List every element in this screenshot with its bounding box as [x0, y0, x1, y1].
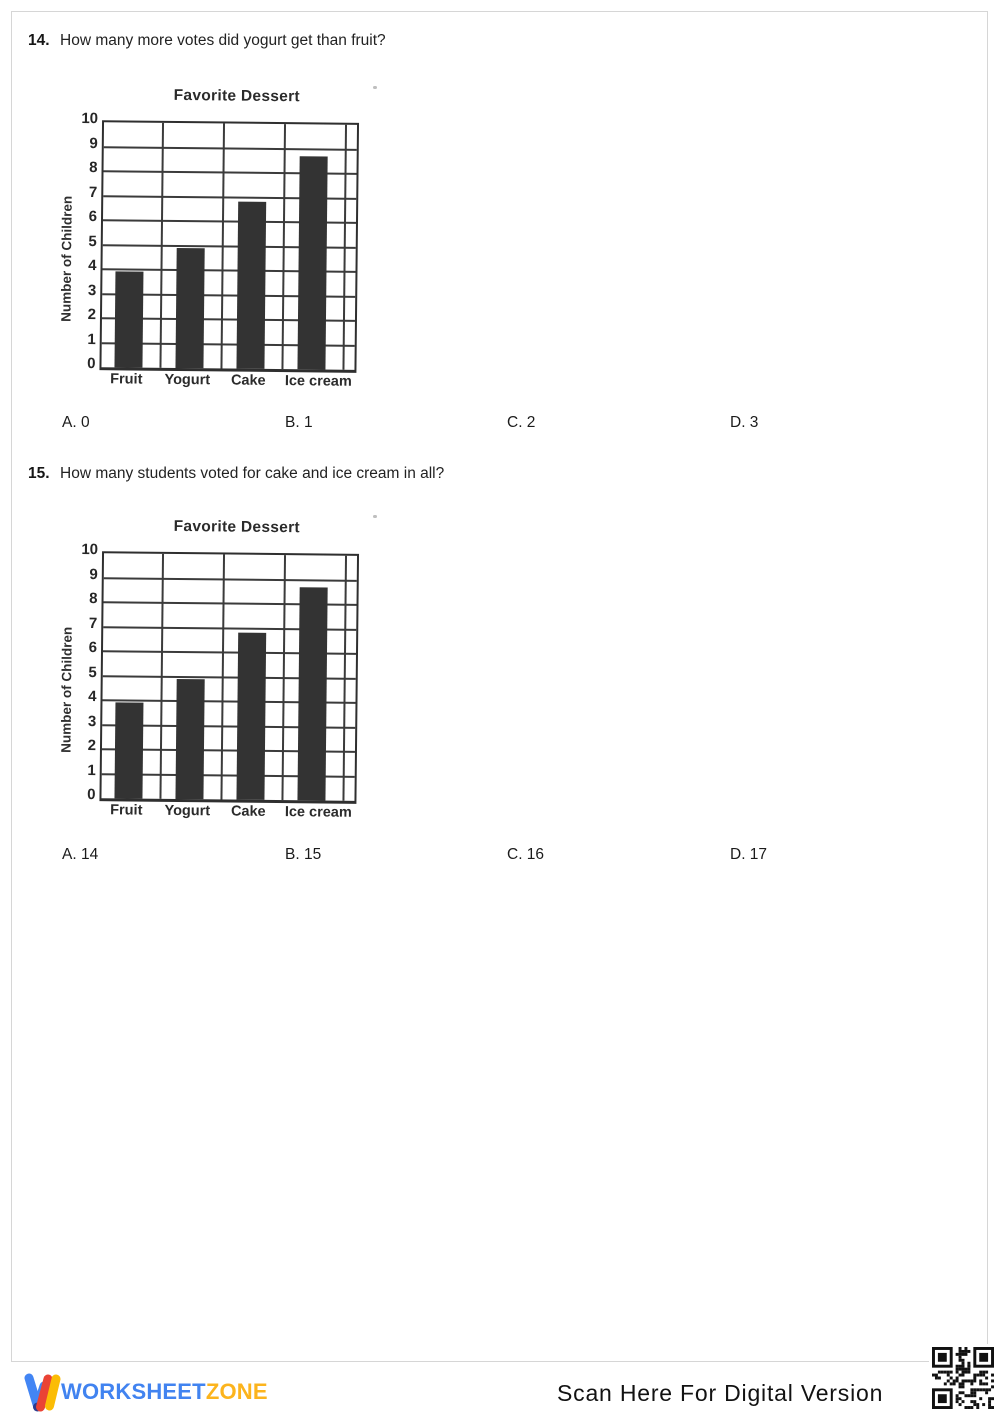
scan-artifact: [373, 86, 377, 89]
y-tick-8: 8: [89, 590, 98, 608]
x-tick-cake: Cake: [230, 803, 266, 820]
scan-artifact: [373, 515, 377, 518]
question-14-text: How many more votes did yogurt get than fruit?: [60, 32, 386, 49]
y-tick-9: 9: [89, 565, 98, 583]
y-tick-7: 7: [88, 614, 98, 632]
y-tick-2: 2: [87, 306, 97, 324]
option-d: D. 3: [730, 414, 759, 431]
bar-ice-cream: [297, 156, 327, 369]
worksheet-zone-logo-icon: [23, 1371, 61, 1413]
qr-code-image: [932, 1347, 994, 1409]
y-tick-1: 1: [87, 330, 96, 348]
y-tick-5: 5: [88, 663, 97, 681]
question-15: [0, 465, 1000, 489]
x-tick-yogurt: Yogurt: [164, 802, 211, 820]
option-c: C. 16: [507, 846, 545, 863]
logo-text-zone: ZONE: [205, 1379, 268, 1404]
bar-fruit: [114, 272, 143, 368]
bar-yogurt: [175, 248, 204, 368]
question-14-options: [0, 414, 1000, 436]
x-tick-yogurt: Yogurt: [164, 371, 211, 389]
y-axis-label: Number of Children: [58, 195, 75, 322]
bar-fruit: [114, 703, 143, 799]
x-tick-ice-cream: Ice cream: [284, 373, 352, 390]
y-tick-2: 2: [87, 737, 97, 755]
option-a: A. 0: [62, 414, 90, 431]
bar-ice-cream: [297, 587, 327, 800]
y-tick-6: 6: [88, 208, 98, 226]
y-tick-9: 9: [89, 134, 98, 152]
option-b: B. 15: [285, 846, 322, 863]
bar-yogurt: [175, 679, 204, 799]
option-d: D. 17: [730, 846, 768, 863]
gridline-y-9: [104, 146, 357, 151]
y-tick-4: 4: [88, 257, 97, 275]
x-tick-ice-cream: Ice cream: [284, 804, 352, 821]
question-14: [0, 32, 1000, 56]
y-tick-4: 4: [88, 688, 97, 706]
y-tick-0: 0: [87, 355, 96, 373]
bar-cake: [236, 633, 266, 800]
x-tick-fruit: Fruit: [110, 371, 143, 388]
x-tick-fruit: Fruit: [110, 802, 143, 819]
chart-title: Favorite Dessert: [173, 517, 301, 537]
question-15-options: [0, 846, 1000, 868]
question-15-number: 15.: [28, 465, 50, 482]
question-14-number: 14.: [28, 32, 50, 49]
y-axis-label: Number of Children: [58, 626, 75, 753]
question-15-text: How many students voted for cake and ice cream in all?: [60, 465, 445, 482]
bar-cake: [236, 202, 266, 369]
logo-text-worksheet: WORKSHEET: [61, 1379, 206, 1404]
y-tick-10: 10: [81, 109, 99, 128]
y-tick-6: 6: [88, 639, 98, 657]
y-tick-8: 8: [89, 159, 98, 177]
option-a: A. 14: [62, 846, 99, 863]
y-tick-5: 5: [88, 232, 97, 250]
worksheet-zone-logo-text: [61, 1379, 268, 1405]
y-tick-7: 7: [88, 183, 98, 201]
y-tick-3: 3: [87, 281, 97, 299]
chart-plot-area: [99, 551, 359, 804]
chart-plot-area: [99, 120, 359, 373]
y-tick-3: 3: [87, 712, 97, 730]
x-tick-cake: Cake: [230, 372, 266, 389]
scan-here-text: Scan Here For Digital Version: [557, 1380, 884, 1406]
y-tick-10: 10: [81, 540, 99, 559]
option-c: C. 2: [507, 414, 536, 431]
qr-code: [929, 1344, 997, 1412]
favorite-dessert-bar-chart-1: [21, 84, 380, 403]
option-b: B. 1: [285, 414, 313, 431]
chart-title: Favorite Dessert: [173, 86, 301, 106]
y-tick-1: 1: [87, 761, 96, 779]
y-tick-0: 0: [87, 786, 96, 804]
favorite-dessert-bar-chart-2: [21, 515, 380, 834]
gridline-y-9: [104, 577, 357, 582]
